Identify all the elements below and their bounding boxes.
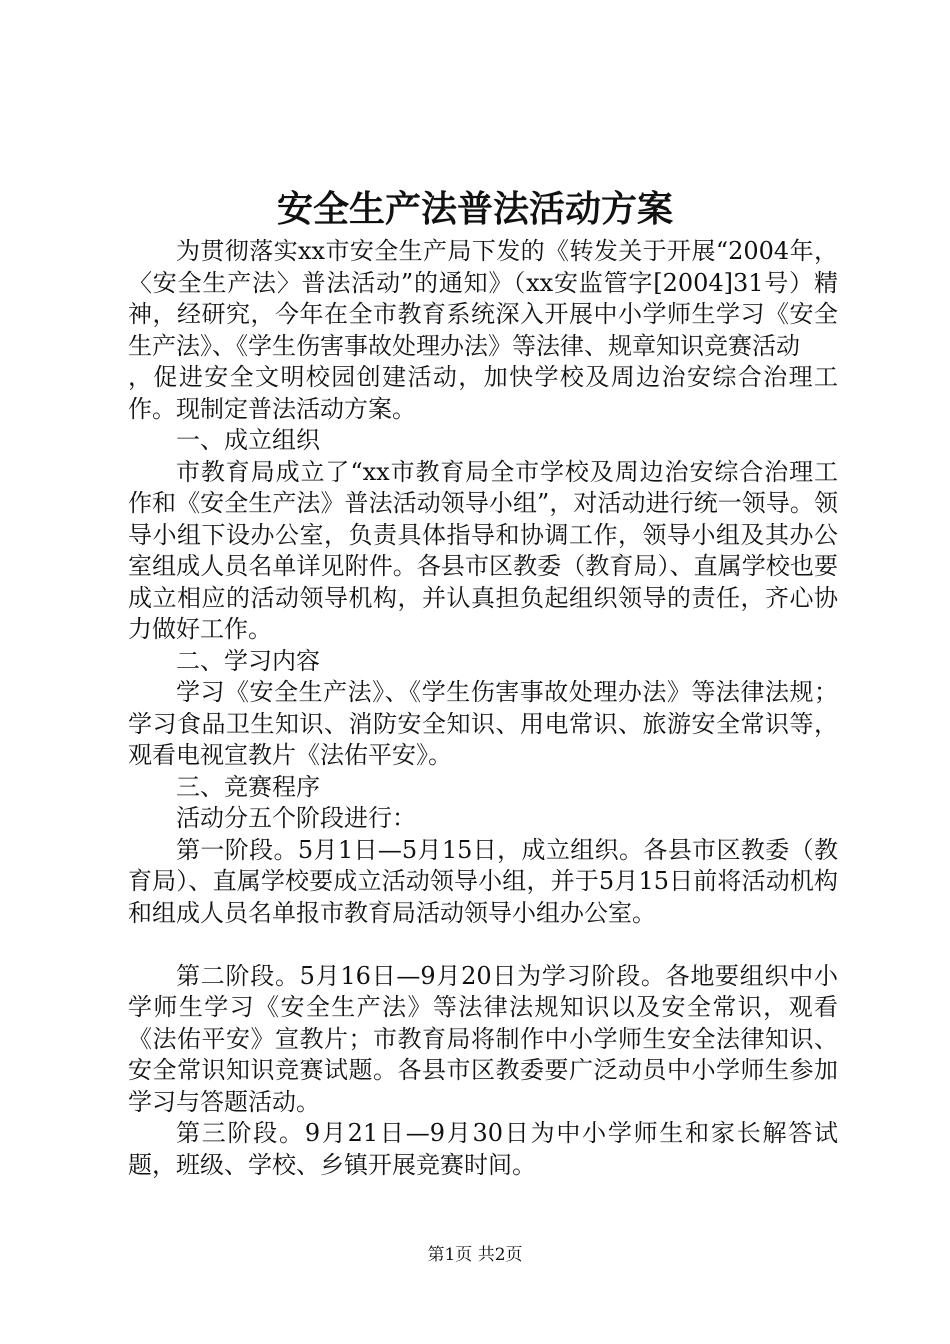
- blank-line: [128, 929, 838, 961]
- document-body: [128, 236, 838, 1181]
- section-heading-study-content: 二、学习内容: [176, 646, 320, 675]
- document-title: 安全生产法普法活动方案: [276, 188, 673, 230]
- paragraph-organization: 市教育局成立了“xx市教育局全市学校及周边治安综合治理工作和《安全生产法》普法活动领导小组”，对活动进行统一领导。领导小组下设办公室，负责具体指导和协调工作，领导小组及其办公室组成人员名单详见附件。各县市区教委（教育局）、直属学校也要成立相应的活动领导机构，并认真担负起组织领导的责任，齐心协力做好工作。: [128, 457, 838, 643]
- section-heading-organization: 一、成立组织: [176, 426, 320, 454]
- paragraph-stages-intro: 活动分五个阶段进行：: [176, 804, 416, 832]
- page-footer: 第1页 共2页: [427, 1245, 523, 1265]
- paragraph-stage-one: 第一阶段。5月1日—5月15日，成立组织。各县市区教委（教育局）、直属学校要成立活动领导小组，并于5月15日前将活动机构和组成人员名单报市教育局活动领导小组办公室。: [128, 835, 838, 927]
- section-heading-competition: 三、竞赛程序: [176, 772, 320, 801]
- paragraph-stage-three: 第三阶段。9月21日—9月30日为中小学师生和家长解答试题，班级、学校、乡镇开展竞赛时间。: [128, 1119, 838, 1179]
- paragraph-intro: 为贯彻落实xx市安全生产局下发的《转发关于开展“2004年，〈安全生产法〉普法活动”的通知》（xx安监管字[2004]31号）精神，经研究，今年在全市教育系统深入开展中小学师生学习《安全生产法》、《学生伤害事故处理办法》等法律、规章知识竞赛活动: [128, 237, 838, 360]
- paragraph-intro-continued: ，促进安全文明校园创建活动，加快学校及周边治安综合治理工作。现制定普法活动方案。: [128, 363, 838, 423]
- paragraph-study-content: 学习《安全生产法》、《学生伤害事故处理办法》等法律法规；学习食品卫生知识、消防安全知识、用电常识、旅游安全常识等，观看电视宣教片《法佑平安》。: [128, 678, 838, 769]
- paragraph-stage-two: 第二阶段。5月16日—9月20日为学习阶段。各地要组织中小学师生学习《安全生产法》等法律法规知识以及安全常识，观看《法佑平安》宣教片；市教育局将制作中小学师生安全法律知识、安全常识知识竞赛试题。各县市区教委要广泛动员中小学师生参加学习与答题活动。: [128, 961, 838, 1116]
